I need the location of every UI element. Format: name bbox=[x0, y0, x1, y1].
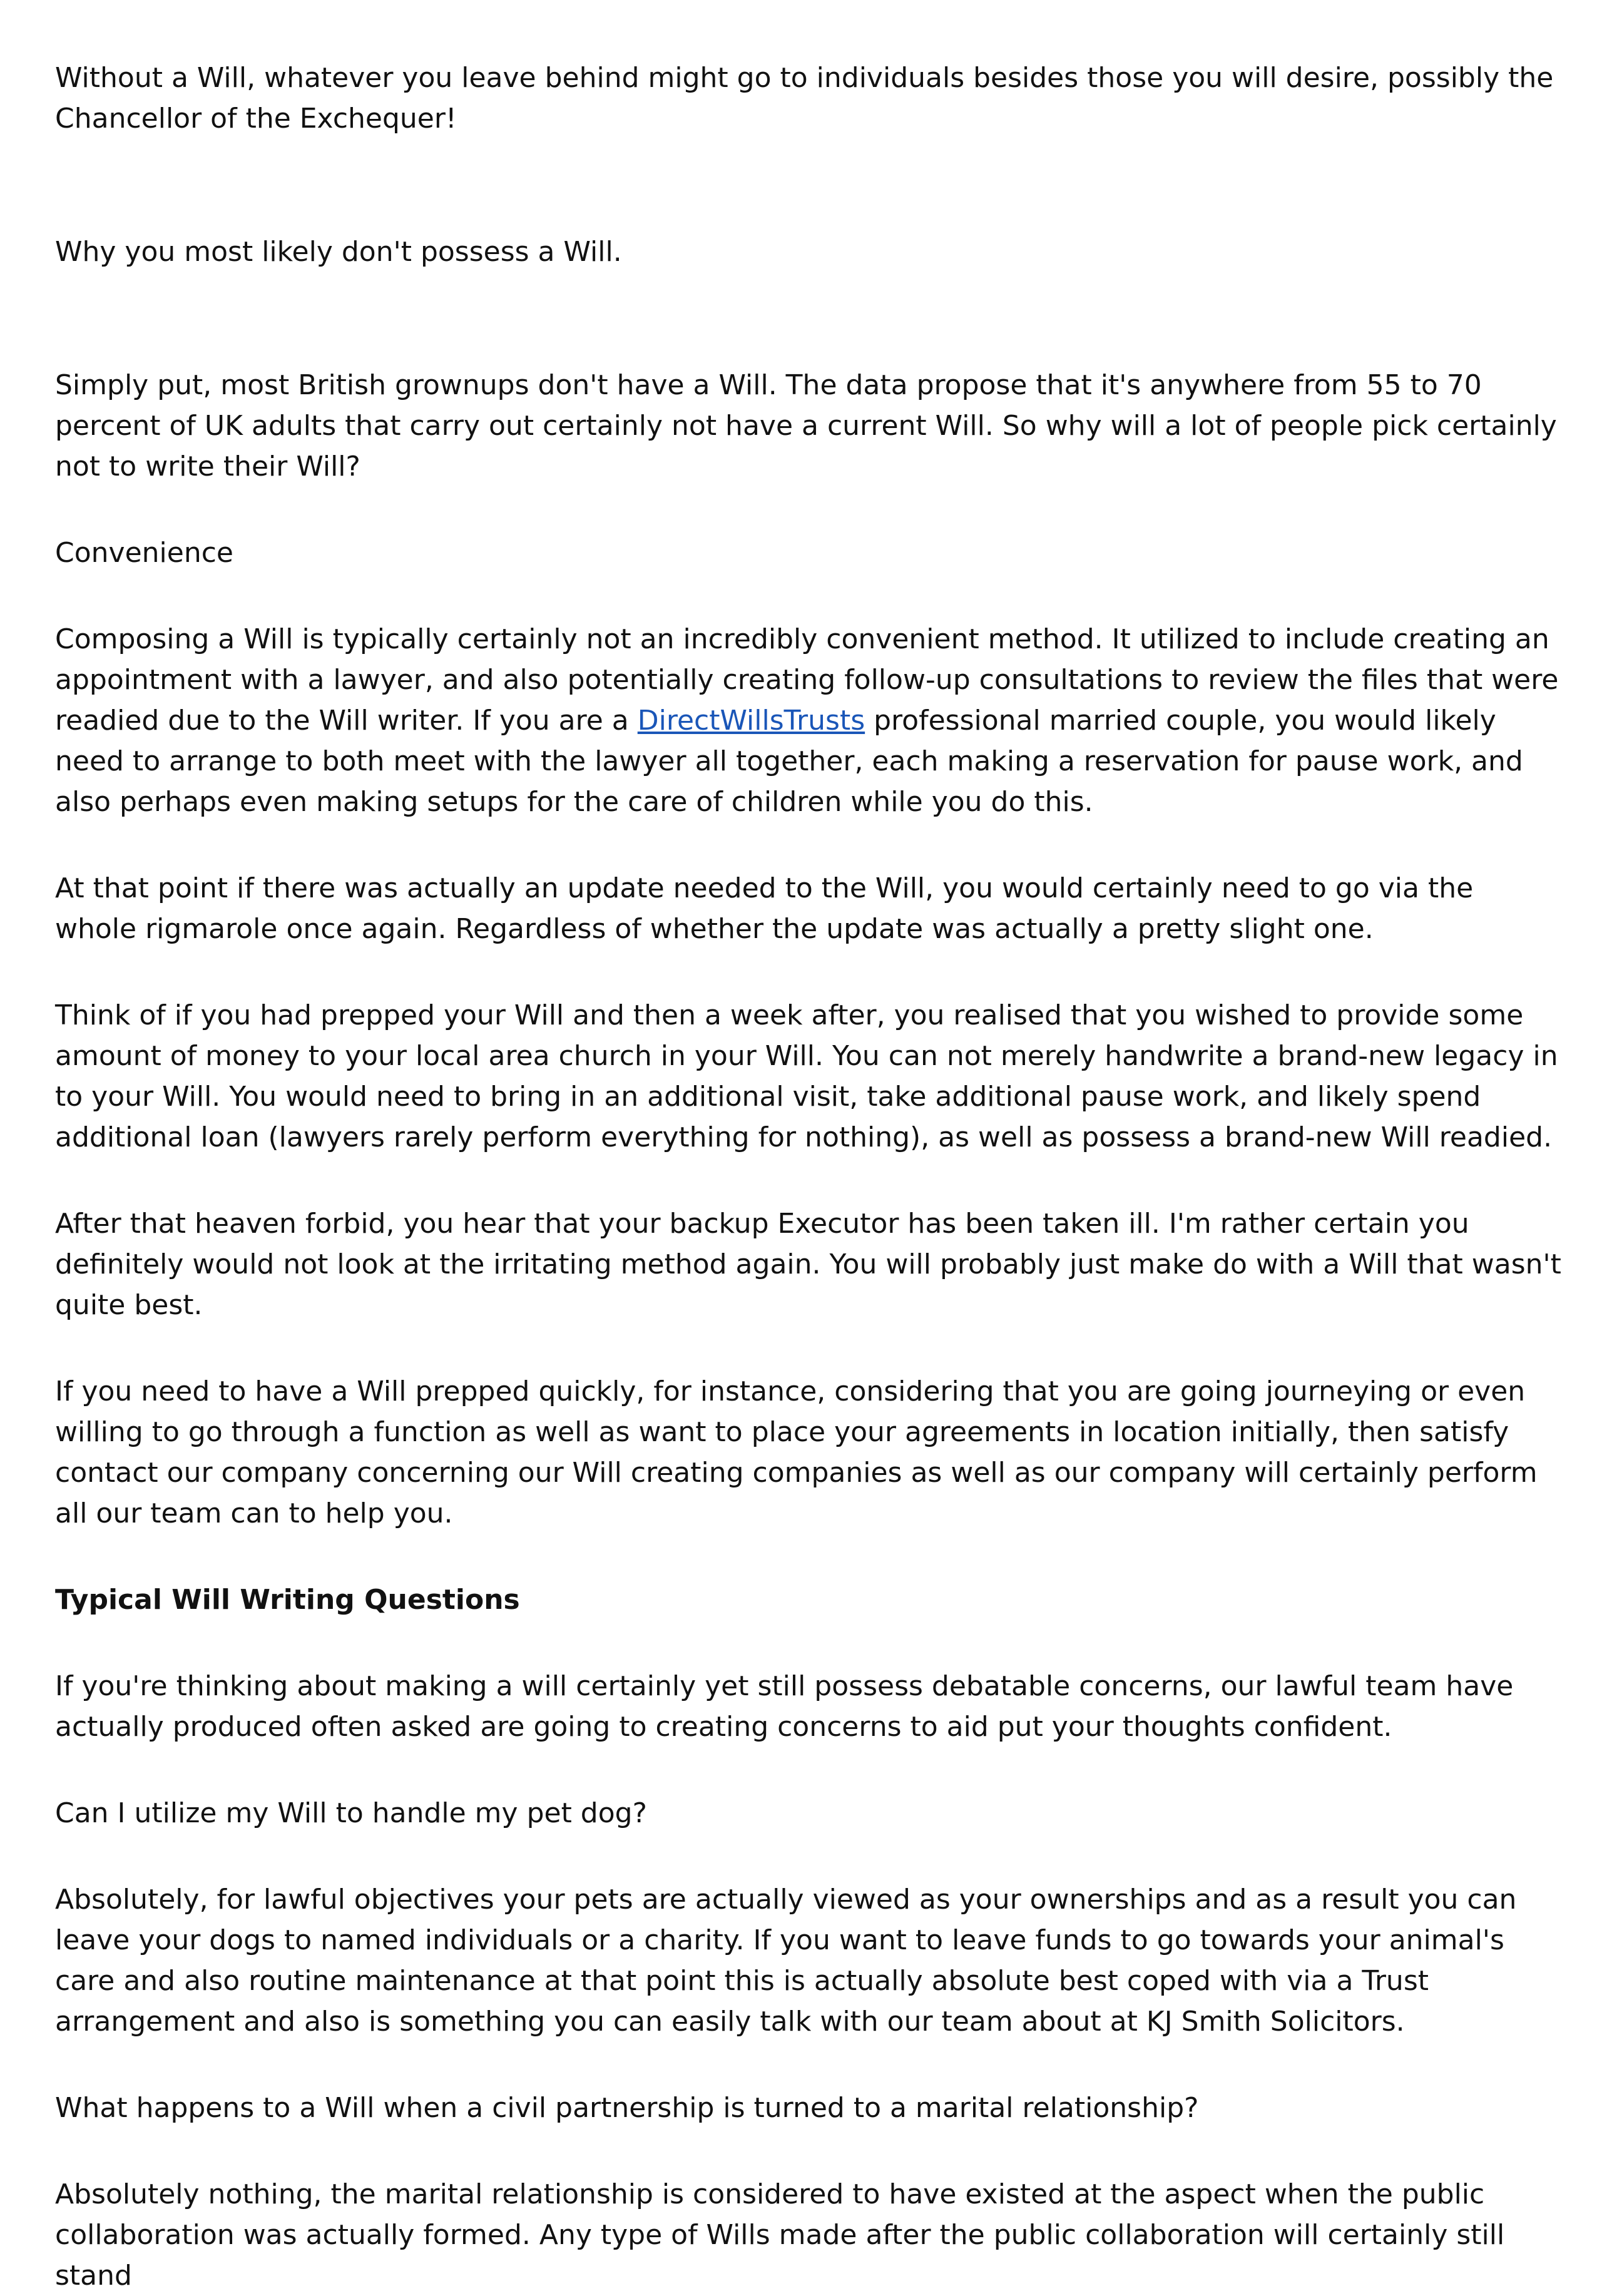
paragraph-intro: Without a Will, whatever you leave behind might go to individuals besides those you will desire, possibly the Chancellor of the Exchequer! bbox=[55, 62, 1554, 135]
paragraph-update: At that point if there was actually an update needed to the Will, you would certainly need to go via the whole rigmarole once again. Regardless of whether the update was actually a pretty slight one. bbox=[55, 872, 1474, 945]
directwillstrusts-link[interactable]: DirectWillsTrusts bbox=[637, 705, 865, 737]
paragraph-composing-start: Composing a Will is typically certainly not an incredibly convenient method. It utilized to include creating an appointment with a lawyer, and also potentially creating follow-up consultations to review the files that were readied due to the Will writer. If you are a bbox=[55, 623, 1559, 737]
question-civil-partnership: What happens to a Will when a civil partnership is turned to a marital relationship? bbox=[55, 2092, 1199, 2124]
paragraph-contact: If you need to have a Will prepped quickly, for instance, considering that you are going journeying or even willing to go through a function as well as want to place your agreements in location initially, then satisfy contact our company concerning our Will creating companies as well as our company will certainly perform all our team can to help you. bbox=[55, 1375, 1538, 1529]
paragraph-composing-end: professional married couple, you would likely need to arrange to both meet with the lawyer all together, each making a reservation for pause work, and also perhaps even making setups for the care of children while you do this. bbox=[55, 705, 1523, 818]
paragraph-questions-intro: If you're thinking about making a will certainly yet still possess debatable concerns, our lawful team have actually produced often asked are going to creating concerns to aid put your thoughts confident. bbox=[55, 1670, 1514, 1743]
paragraph-convenience-label: Convenience bbox=[55, 537, 233, 569]
answer-pet-dog: Absolutely, for lawful objectives your pets are actually viewed as your ownerships and as a result you can leave your dogs to named individuals or a charity. If you want to leave funds to go towards your animal's care and also routine maintenance at that point this is actually absolute best coped with via a Trust arrangement and also is something you can easily talk with our team about at KJ Smith Solicitors. bbox=[55, 1884, 1517, 2038]
question-pet-dog: Can I utilize my Will to handle my pet dog? bbox=[55, 1797, 647, 1829]
document-body bbox=[55, 58, 1563, 2296]
paragraph-composing bbox=[55, 619, 1563, 822]
paragraph-think-of: Think of if you had prepped your Will and then a week after, you realised that you wished to provide some amount of money to your local area church in your Will. You can not merely handwrite a brand-new legacy in to your Will. You would need to bring in an additional visit, take additional pause work, and likely spend additional loan (lawyers rarely perform everything for nothing), as well as possess a brand-new Will readied. bbox=[55, 999, 1558, 1153]
paragraph-why-no-will: Why you most likely don't possess a Will. bbox=[55, 236, 622, 268]
section-heading: Typical Will Writing Questions bbox=[55, 1584, 520, 1616]
paragraph-statistics: Simply put, most British grownups don't have a Will. The data propose that it's anywhere from 55 to 70 percent of UK adults that carry out certainly not have a current Will. So why will a lot of people pick certainly not to write their Will? bbox=[55, 369, 1557, 482]
answer-civil-partnership: Absolutely nothing, the marital relationship is considered to have existed at the aspect when the public collaboration was actually formed. Any type of Wills made after the public collaboration will certainly still stand bbox=[55, 2178, 1505, 2292]
paragraph-executor: After that heaven forbid, you hear that your backup Executor has been taken ill. I'm rather certain you definitely would not look at the irritating method again. You will probably just make do with a Will that wasn't quite best. bbox=[55, 1208, 1561, 1321]
